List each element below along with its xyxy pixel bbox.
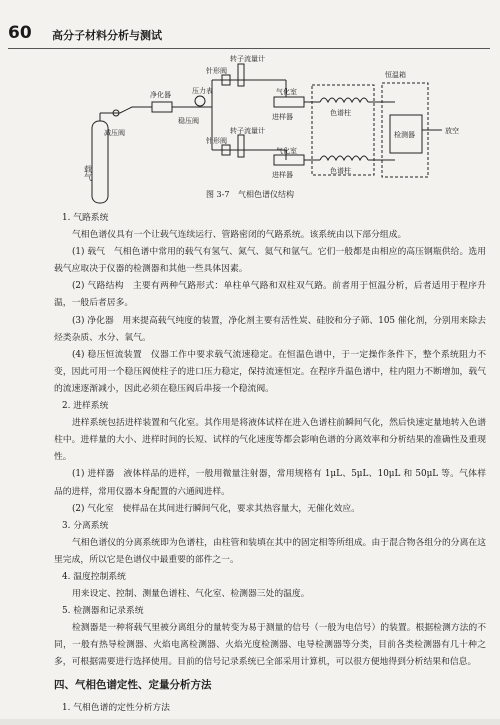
paragraph: 气相色谱仪的分离系统即为色谱柱，由柱管和装填在其中的固定相等所组成。由于混合物各组分的分离在这里完成，所以它是色谱仪中最重要的部件之一。 (54, 537, 486, 565)
thermostat-label: 恒温箱 (385, 71, 406, 79)
pressure-stabilizing-valve-label: 稳压阀 (178, 117, 199, 125)
column-bottom-coil (320, 156, 368, 160)
pressure-gauge-symbol (195, 96, 205, 106)
paragraph: 进样系统包括进样装置和气化室。其作用是将液体试样在进入色谱柱前瞬间气化，然后快速定量地转入色谱柱中。进样量的大小、进样时间的长短、试样的气化速度等都会影响色谱的分离效率和分析结果的准确性及重现性。 (54, 418, 486, 463)
section-heading: 1. 气相色谱的定性分析方法 (62, 702, 170, 713)
column-top-coil (320, 98, 368, 102)
page-bottom-edge (0, 719, 500, 725)
vent-label: 放空 (445, 127, 459, 135)
purifier-label: 净化器 (150, 91, 171, 99)
vaporizer-bottom-label: 气化室 (276, 147, 297, 155)
injector-bottom-label: 进样器 (272, 171, 293, 179)
needle-valve-bottom-label: 针形阀 (206, 137, 227, 145)
column-bottom-label: 色谱柱 (330, 167, 351, 175)
paragraph: (4) 稳压恒流装置 仪器工作中要求载气流速稳定。在恒温色谱中，于一定操作条件下，整个系统阻力不变，因此可用一个稳压阀使柱子的进口压力稳定，保持流速恒定。在程序升温色谱中，柱内阻力不断增加，载气的流速逐渐减小，因此必须在稳压阀后串接一个稳流阀。 (54, 349, 486, 394)
vaporizer-top-label: 气化室 (276, 88, 297, 96)
paragraph: (1) 进样器 液体样品的进样，一般用微量注射器，常用规格有 1μL、5μL、10μL 和 50μL 等。气体样品的进样，常用仪器本身配置的六通阀进样。 (54, 469, 486, 497)
section-heading: 3. 分离系统 (62, 520, 109, 531)
paragraph: 气相色谱仪具有一个让载气连续运行、管路密闭的气路系统。该系统由以下部分组成。 (72, 230, 407, 241)
paragraph: (1) 载气 气相色谱中常用的载气有氢气、氮气、氦气和氩气。它们一般都是由相应的高压钢瓶供给。选用载气应取决于仪器的检测器和其他一些具体因素。 (54, 247, 486, 275)
paragraph: (3) 净化器 用来提高载气纯度的装置，净化剂主要有活性炭、硅胶和分子筛、105 催化剂，分别用来除去烃类杂质、水分、氧气。 (54, 315, 486, 343)
section-heading: 5. 检测器和记录系统 (62, 606, 144, 617)
section-heading: 2. 进样系统 (62, 401, 109, 412)
figure-caption-number: 图 3-7 (206, 190, 230, 199)
purifier-symbol (152, 102, 172, 112)
page-body (54, 210, 486, 717)
rotameter-top-label: 转子流量计 (230, 55, 265, 63)
needle-valve-top-label: 针形阀 (206, 67, 227, 75)
chapter-section-title: 四、气相色谱定性、定量分析方法 (54, 678, 212, 691)
section-heading: 4. 温度控制系统 (62, 571, 126, 582)
vaporizer-bottom-symbol (274, 155, 304, 165)
thermostat-box (382, 83, 428, 177)
column-top-label: 色谱柱 (330, 109, 351, 117)
paragraph: (2) 气化室 使样品在其间进行瞬间气化，要求其热容量大，无催化效应。 (72, 503, 360, 514)
paragraph: (2) 气路结构 主要有两种气路形式：单柱单气路和双柱双气路。前者用于恒温分析，后者适用于程序升温，一般后者居多。 (54, 281, 486, 309)
pressure-reducing-valve-label: 减压阀 (104, 129, 125, 137)
rotameter-bottom-label: 转子流量计 (230, 127, 265, 135)
rotameter-bottom-symbol (238, 135, 244, 157)
rotameter-top-symbol (238, 64, 244, 86)
figure-caption (0, 189, 500, 200)
header-rule (8, 48, 490, 49)
page-number: 60 (8, 23, 32, 43)
main-gas-line (100, 107, 152, 113)
figure-caption-text: 气相色谱仪结构 (237, 190, 294, 199)
section-heading: 1. 气路系统 (62, 213, 109, 223)
running-title: 高分子材料分析与测试 (52, 29, 162, 42)
page-header (0, 0, 500, 46)
carrier-gas-label: 载气 (83, 165, 93, 181)
vaporizer-top-symbol (274, 97, 304, 107)
injector-top-label: 进样器 (272, 113, 293, 121)
paragraph: 用来设定、控制、测量色谱柱、气化室、检测器三处的温度。 (72, 589, 310, 600)
paragraph: 检测器是一种将载气里被分离组分的量转变为易于测量的信号（一般为电信号）的装置。根据检测方法的不同，一般有热导检测器、火焰电离检测器、火焰光度检测器、电导检测器等分类，目前各类检测器有几十种之多，可根据需要进行选择使用。目前的信号记录系统已全部采用计算机，可以很方便地得到分析结果和信息。 (54, 623, 486, 668)
detector-label: 检测器 (394, 131, 415, 139)
pressure-gauge-label: 压力表 (192, 87, 213, 95)
